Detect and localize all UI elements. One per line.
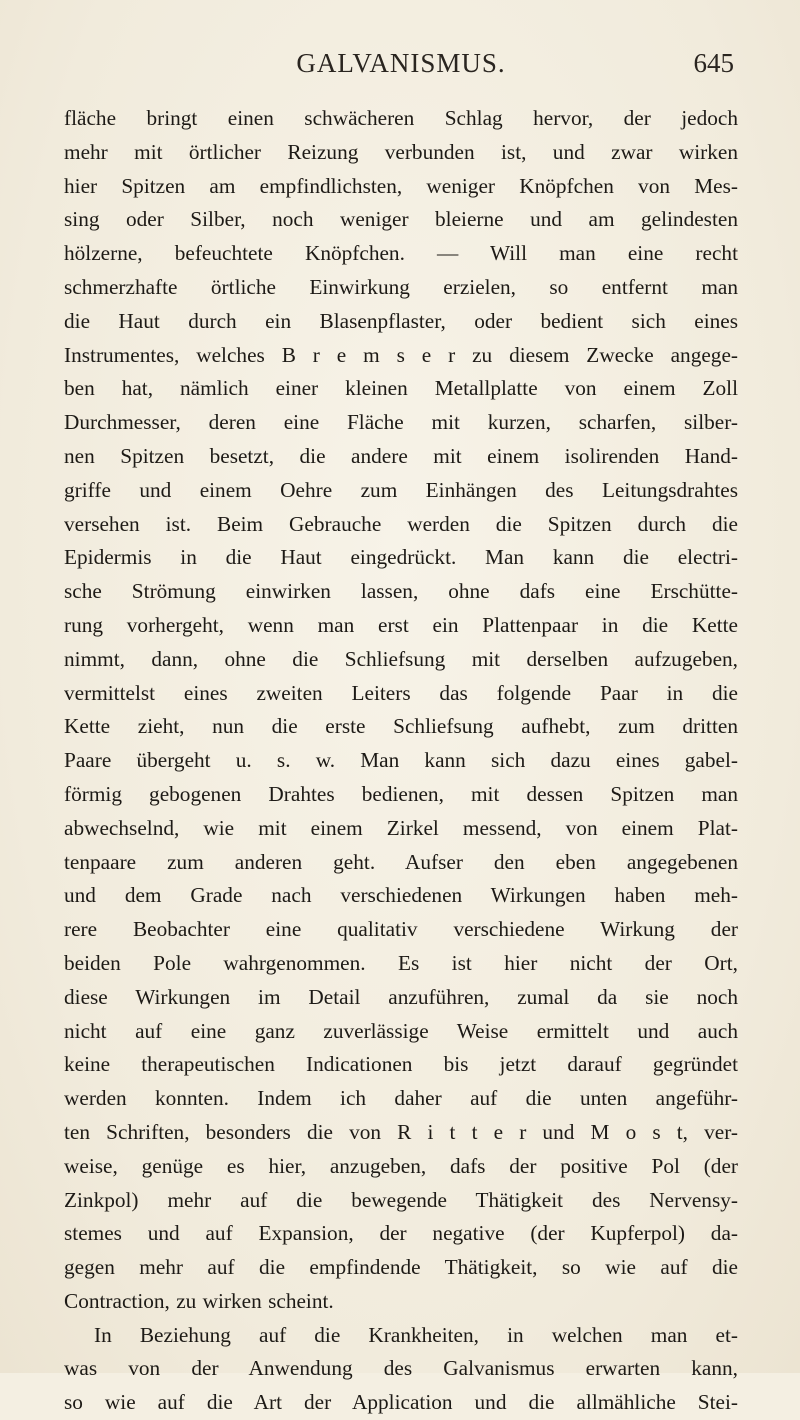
text-line: nimmt, dann, ohne die Schliefsung mit derselben aufzugeben, [64, 646, 738, 671]
text-line: Contraction, zu wirken scheint. [64, 1288, 334, 1313]
text-line: rung vorhergeht, wenn man erst ein Plattenpaar in die Kette [64, 612, 738, 637]
text-line: abwechselnd, wie mit einem Zirkel messend, von einem Plat- [64, 815, 738, 840]
text-line: versehen ist. Beim Gebrauche werden die Spitzen durch die [64, 511, 738, 536]
text-line: stemes und auf Expansion, der negative (der Kupferpol) da- [64, 1221, 738, 1246]
text-line: ten Schriften, besonders die von R i t t e r und M o s t, ver- [64, 1119, 738, 1144]
text-line: nen Spitzen besetzt, die andere mit einem isolirenden Hand- [64, 443, 738, 468]
text-line: so wie auf die Art der Application und die allmähliche Stei- [64, 1390, 738, 1415]
text-line: diese Wirkungen im Detail anzuführen, zumal da sie noch [64, 984, 738, 1009]
text-line: rere Beobachter eine qualitativ verschiedene Wirkung der [64, 917, 738, 942]
text-line: Zinkpol) mehr auf die bewegende Thätigkeit des Nervensy- [64, 1187, 738, 1212]
text-line: schmerzhafte örtliche Einwirkung erzielen, so entfernt man [64, 274, 738, 299]
text-line: weise, genüge es hier, anzugeben, dafs der positive Pol (der [64, 1153, 738, 1178]
page-number: 645 [693, 48, 734, 78]
text-line: beiden Pole wahrgenommen. Es ist hier nicht der Ort, [64, 950, 738, 975]
text-line: Instrumentes, welches B r e m s e r zu diesem Zwecke angege- [64, 342, 738, 367]
text-line: ben hat, nämlich einer kleinen Metallplatte von einem Zoll [64, 376, 738, 401]
text-line: mehr mit örtlicher Reizung verbunden ist, und zwar wirken [64, 139, 738, 164]
text-line: sing oder Silber, noch weniger bleierne und am gelindesten [64, 207, 738, 232]
text-line: was von der Anwendung des Galvanismus erwarten kann, [64, 1356, 738, 1381]
text-line: fläche bringt einen schwächeren Schlag hervor, der jedoch [64, 106, 738, 130]
text-line: griffe und einem Oehre zum Einhängen des Leitungsdrahtes [64, 477, 738, 502]
running-head [64, 48, 738, 92]
text-line: In Beziehung auf die Krankheiten, in welchen man et- [94, 1322, 738, 1347]
text-line: hölzerne, befeuchtete Knöpfchen. — Will man eine recht [64, 241, 738, 266]
text-line: Kette zieht, nun die erste Schliefsung aufhebt, zum dritten [64, 714, 738, 739]
text-line: Paare übergeht u. s. w. Man kann sich dazu eines gabel- [64, 748, 738, 773]
text-line: die Haut durch ein Blasenpflaster, oder bedient sich eines [64, 308, 738, 333]
text-line: tenpaare zum anderen geht. Aufser den eben angegebenen [64, 849, 738, 874]
text-line: werden konnten. Indem ich daher auf die unten angeführ- [64, 1086, 738, 1111]
text-line: förmig gebogenen Drahtes bedienen, mit dessen Spitzen man [64, 781, 738, 806]
text-line: vermittelst eines zweiten Leiters das folgende Paar in die [64, 680, 738, 705]
text-line: gegen mehr auf die empfindende Thätigkeit, so wie auf die [64, 1255, 738, 1280]
text-line: und dem Grade nach verschiedenen Wirkungen haben meh- [64, 883, 738, 908]
body-text [64, 102, 738, 1420]
text-line: Epidermis in die Haut eingedrückt. Man kann die electri- [64, 545, 738, 570]
text-line: Durchmesser, deren eine Fläche mit kurzen, scharfen, silber- [64, 410, 738, 435]
text-line: nicht auf eine ganz zuverlässige Weise ermittelt und auch [64, 1018, 738, 1043]
text-line: hier Spitzen am empfindlichsten, weniger Knöpfchen von Mes- [64, 173, 738, 198]
text-line: keine therapeutischen Indicationen bis jetzt darauf gegründet [64, 1052, 738, 1077]
running-title: GALVANISMUS. [296, 48, 506, 78]
text-line: sche Strömung einwirken lassen, ohne dafs eine Erschütte- [64, 579, 738, 604]
